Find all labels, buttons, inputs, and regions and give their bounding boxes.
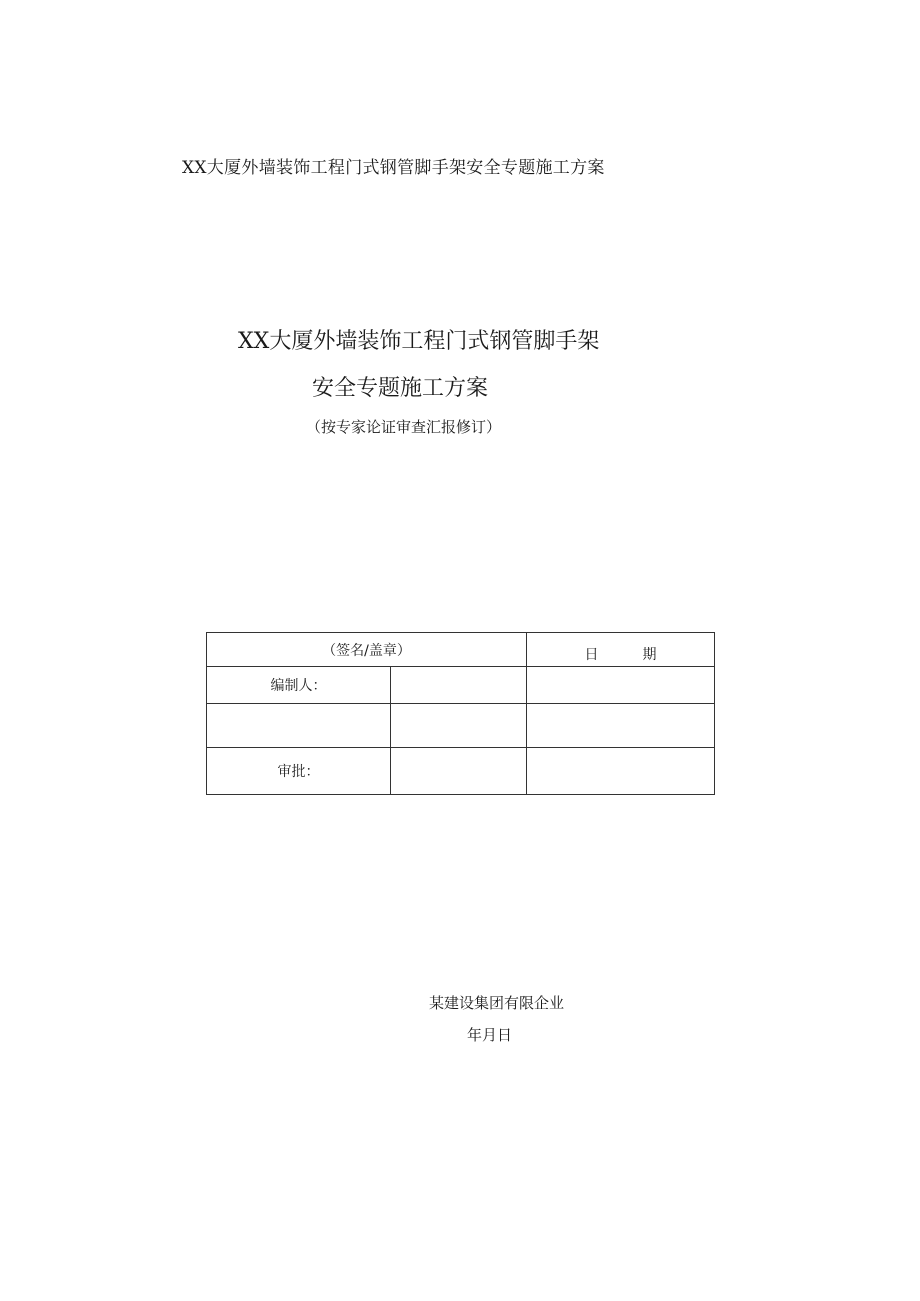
date-cell[interactable] [527,748,715,795]
date-cell[interactable] [527,667,715,704]
signature-cell[interactable] [391,704,527,748]
compiler-label: 编制人： [270,678,327,694]
main-title-line-1: XX大厦外墙装饰工程门式钢管脚手架 [238,329,600,354]
signature-table-header-row [207,633,715,667]
date-header-char-2: 期 [642,647,657,663]
date-line: 年月日 [467,1026,513,1044]
date-cell[interactable] [527,704,715,748]
row-label-cell [207,704,391,748]
approver-label: 审批： [277,764,320,780]
table-row [207,667,715,704]
signature-table [206,632,715,795]
company-name: 某建设集团有限企业 [429,994,565,1012]
row-label-cell [207,667,391,704]
main-title-line-2: 安全专题施工方案 [312,376,489,401]
table-row [207,704,715,748]
table-row [207,748,715,795]
running-header-title: XX大厦外墙装饰工程门式钢管脚手架安全专题施工方案 [182,158,605,178]
date-header-char-1: 日 [584,647,599,663]
signature-cell[interactable] [391,748,527,795]
signature-header-label: （签名/盖章） [322,642,411,659]
signature-cell[interactable] [391,667,527,704]
signature-header-cell [207,633,527,667]
date-header-cell [527,633,715,667]
row-label-cell [207,748,391,795]
subtitle: （按专家论证审查汇报修订） [306,418,502,436]
